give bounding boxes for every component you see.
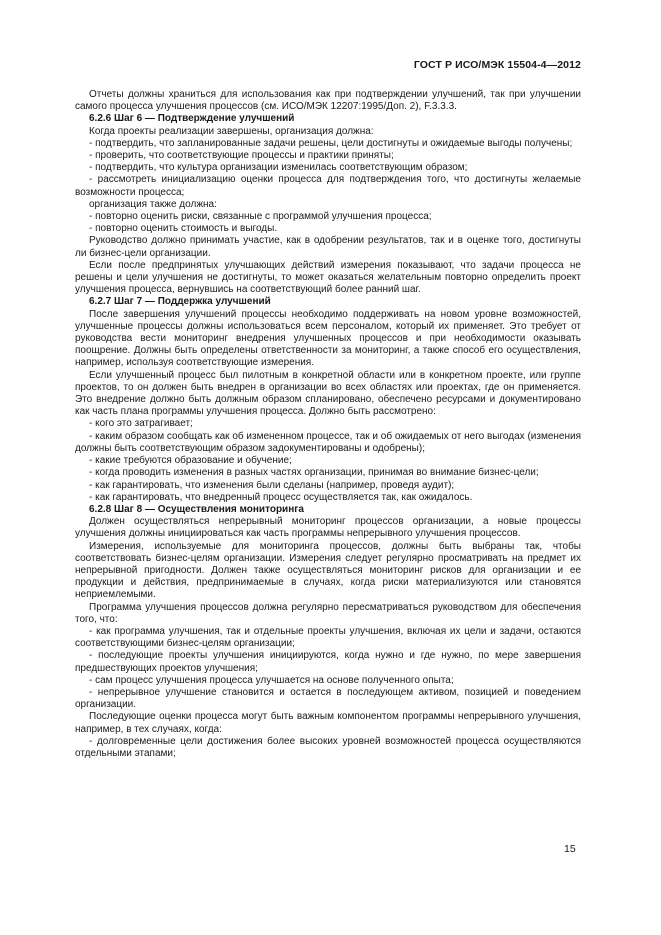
list-item: - проверить, что соответствующие процессы и практики приняты; (89, 150, 394, 162)
list-item: - какие требуются образование и обучение; (89, 455, 292, 467)
paragraph: Если после предпринятых улучшающих действий измерения показывают, что задачи процесса не решены и цели улучшения не достигнуты, то может оказаться желательным повторно определить проект улучшения процесса, вернувшись на соответствующий более ранний шаг. (75, 259, 581, 296)
page-number: 15 (564, 843, 576, 855)
list-item: - рассмотреть инициализацию оценки процесса для подтверждения того, что достигнуты желаемые возможности процесса; (75, 174, 581, 198)
list-item: - подтвердить, что культура организации изменилась соответствующим образом; (89, 162, 468, 174)
list-item: - как программа улучшения, так и отдельные проекты улучшения, включая их цели и задачи, остаются соответствующими бизнес-целям организации; (75, 625, 581, 650)
list-item: - повторно оценить стоимость и выгоды. (89, 223, 278, 235)
list-item: - сам процесс улучшения процесса улучшается на основе полученного опыта; (89, 674, 454, 686)
paragraph: Программа улучшения процессов должна регулярно пересматриваться руководством для обеспечения того, что: (75, 601, 581, 625)
section-heading: 6.2.8 Шаг 8 — Осуществления мониторинга (89, 503, 304, 515)
list-item: - непрерывное улучшение становится и остается в последующем активом, позицией и поведением организации. (75, 686, 581, 711)
list-item: - каким образом сообщать как об измененном процессе, так и об ожидаемых от него выгодах (изменения должны быть соответствующим образом задокументированы и одобрены); (75, 430, 581, 454)
list-item: - подтвердить, что запланированные задачи решены, цели достигнуты и ожидаемые выгоды получены; (89, 137, 573, 149)
paragraph: Измерения, используемые для мониторинга процессов, должны быть выбраны так, чтобы соответствовать бизнес-целям организации. Измерения следует регулярно просматривать на предмет их непрерывной пригодности. Должен также осуществляться мониторинг рисков для организации и ее продукции и действия, предпринимаемые в случаях, когда риски материализуются или становятся неприемлемыми. (75, 540, 581, 601)
section-heading: 6.2.7 Шаг 7 — Поддержка улучшений (89, 296, 271, 308)
section-heading: 6.2.6 Шаг 6 — Подтверждение улучшений (89, 113, 295, 125)
paragraph: организация также должна: (89, 198, 217, 210)
paragraph: После завершения улучшений процессы необходимо поддерживать на новом уровне возможностей, улучшенные процессы должны использоваться всем персоналом, который их применяет. Это требует от руководства вести мониторинг внедрения улучшенных процессов и при необходимости оказывать поощрение. Должны быть определены ответственности за мониторинг, а также способ его осуществления, например, используя соответствующие измерения. (75, 308, 581, 369)
paragraph: Должен осуществляться непрерывный мониторинг процессов организации, а новые процессы улучшения должны инициироваться как часть программы непрерывного улучшения процессов. (75, 516, 581, 540)
list-item: - как гарантировать, что изменения были сделаны (например, проведя аудит); (89, 479, 455, 491)
list-item: - повторно оценить риски, связанные с программой улучшения процесса; (89, 211, 432, 223)
list-item: - как гарантировать, что внедренный процесс осуществляется так, как ожидалось. (89, 491, 473, 503)
list-item: - последующие проекты улучшения инициируются, когда нужно и где нужно, по мере завершения предшествующих проектов улучшения; (75, 650, 581, 674)
paragraph: Отчеты должны храниться для использования как при подтверждении улучшений, так при улучшении самого процесса улучшения процессов (см. ИСО/МЭК 12207:1995/Доп. 2), F.3.3.3. (75, 89, 581, 113)
list-item: - когда проводить изменения в разных частях организации, принимая во внимание бизнес-цели; (89, 467, 539, 479)
paragraph: Если улучшенный процесс был пилотным в конкретной области или в конкретном проекте, или группе проектов, то он должен быть внедрен в организации во всех областях или проектах, где он применяется. Это внедрение должно быть должным образом спланировано, обеспечено ресурсами и документировано как часть плана программы улучшения процесса. Должно быть рассмотрено: (75, 369, 581, 418)
paragraph: Когда проекты реализации завершены, организация должна: (89, 125, 374, 137)
paragraph: Руководство должно принимать участие, как в одобрении результатов, так и в оценке того, достигнуты ли бизнес-цели организации. (75, 235, 581, 259)
list-item: - кого это затрагивает; (89, 418, 193, 430)
standard-code-header: ГОСТ Р ИСО/МЭК 15504-4—2012 (413, 59, 581, 71)
list-item: - долговременные цели достижения более высоких уровней возможностей процесса осуществляются отдельными этапами; (75, 735, 581, 759)
paragraph: Последующие оценки процесса могут быть важным компонентом программы непрерывного улучшения, например, в тех случаях, когда: (75, 711, 581, 735)
document-body (75, 89, 581, 760)
